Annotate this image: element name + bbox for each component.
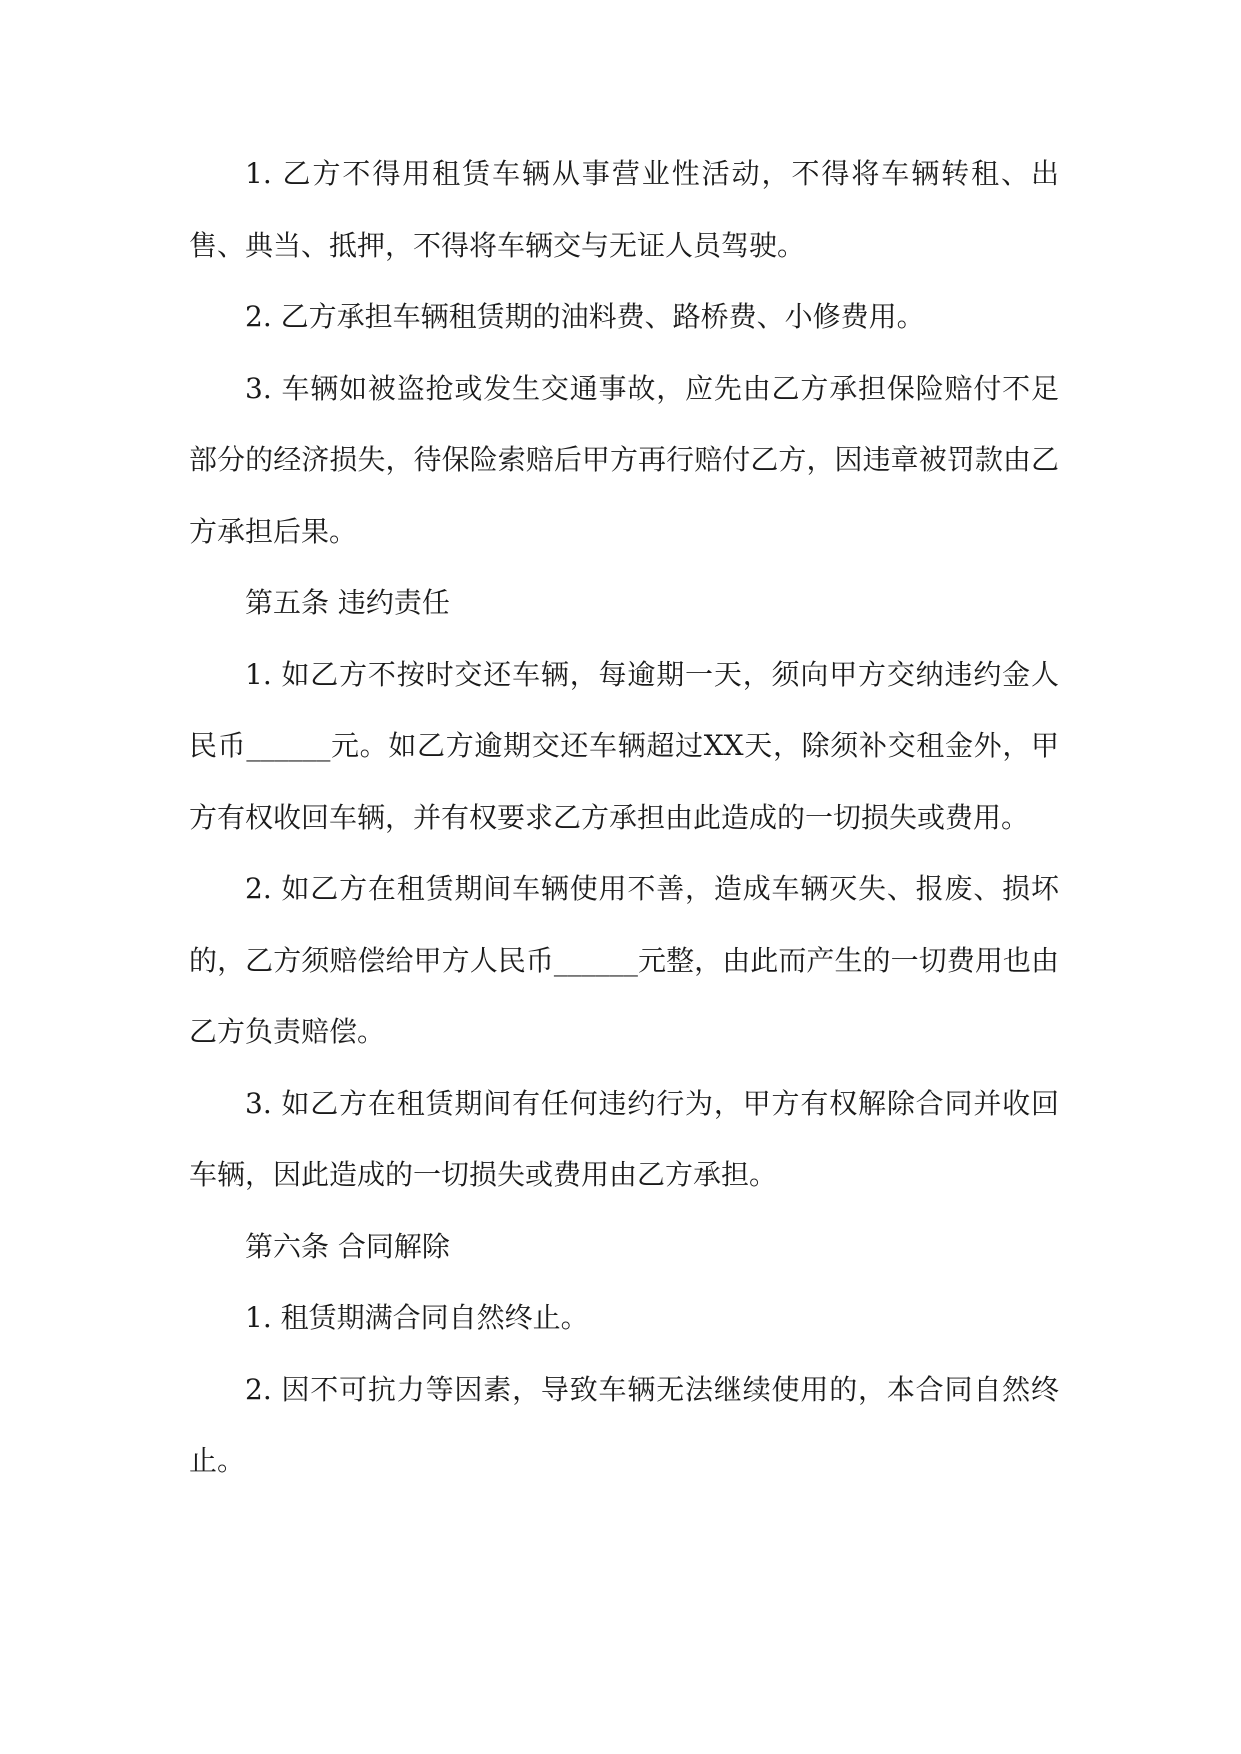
clause-4-item-1: 1. 乙方不得用租赁车辆从事营业性活动，不得将车辆转租、出售、典当、抵押，不得将车辆交与无证人员驾驶。	[189, 157, 1059, 262]
document-body	[189, 138, 1059, 1497]
clause-6-item-2: 2. 因不可抗力等因素，导致车辆无法继续使用的，本合同自然终止。	[189, 1372, 1059, 1477]
clause-5-heading: 第五条 违约责任	[245, 586, 450, 619]
clause-6-item-1: 1. 租赁期满合同自然终止。	[245, 1301, 589, 1334]
clause-6-heading: 第六条 合同解除	[245, 1229, 450, 1263]
clause-5-item-3: 3. 如乙方在租赁期间有任何违约行为，甲方有权解除合同并收回车辆，因此造成的一切损失或费用由乙方承担。	[189, 1086, 1059, 1191]
clause-4-item-2: 2. 乙方承担车辆租赁期的油料费、路桥费、小修费用。	[245, 300, 925, 333]
clause-4-item-3: 3. 车辆如被盗抢或发生交通事故，应先由乙方承担保险赔付不足部分的经济损失，待保险索赔后甲方再行赔付乙方，因违章被罚款由乙方承担后果。	[189, 371, 1059, 548]
clause-5-item-1: 1. 如乙方不按时交还车辆，每逾期一天，须向甲方交纳违约金人民币______元。如乙方逾期交还车辆超过XX天，除须补交租金外，甲方有权收回车辆，并有权要求乙方承担由此造成的一切损失或费用。	[189, 657, 1059, 834]
clause-5-item-2: 2. 如乙方在租赁期间车辆使用不善，造成车辆灭失、报废、损坏的，乙方须赔偿给甲方人民币______元整，由此而产生的一切费用也由乙方负责赔偿。	[189, 872, 1059, 1048]
